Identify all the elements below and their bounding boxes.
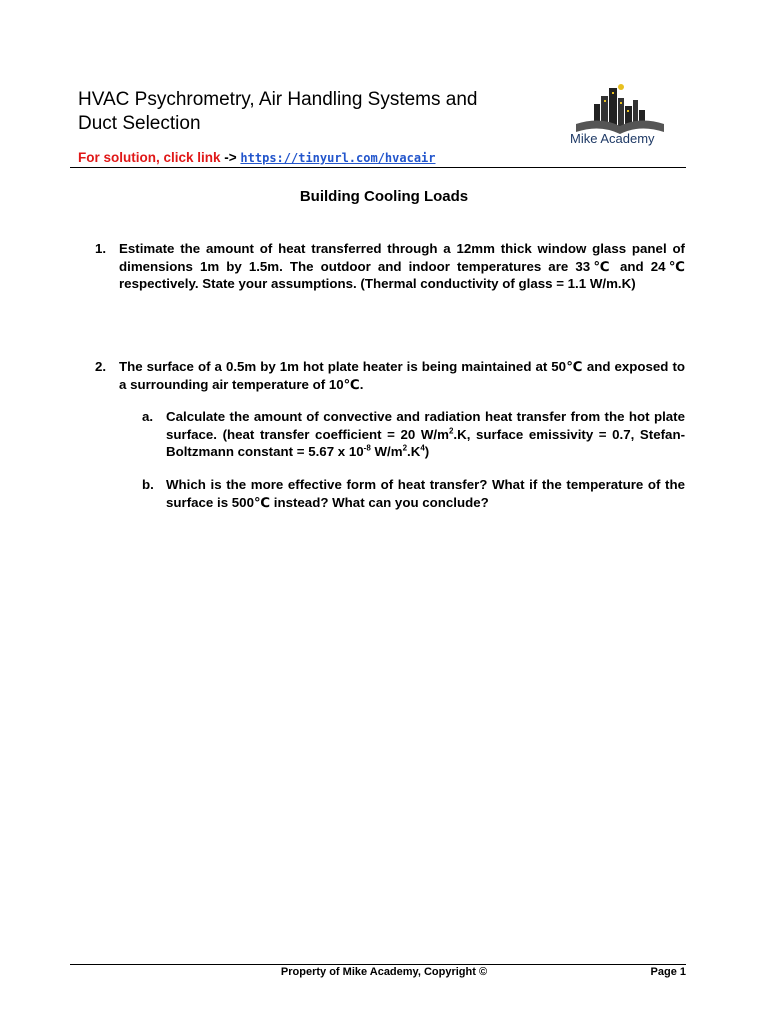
- document-title-line-2: Duct Selection: [78, 113, 201, 134]
- part-letter: a.: [142, 409, 154, 424]
- question-number: 2.: [95, 359, 107, 374]
- question-2: [95, 358, 685, 393]
- section-heading: Building Cooling Loads: [299, 188, 469, 205]
- solution-prefix: For solution, click link: [78, 150, 221, 165]
- question-2-part-a: [142, 408, 685, 461]
- question-number: 1.: [95, 241, 107, 256]
- footer-copyright: Property of Mike Academy, Copyright ©: [280, 966, 488, 978]
- footer-page-number: Page 1: [650, 966, 686, 978]
- part-letter: b.: [142, 477, 154, 492]
- part-text: Which is the more effective form of heat transfer? What if the temperature of the surface is 500℃ instead? What can you conclude?: [166, 477, 685, 510]
- solution-line: [78, 150, 436, 165]
- footer-divider: [70, 964, 686, 965]
- document-title-line-1: HVAC Psychrometry, Air Handling Systems and: [78, 89, 478, 110]
- solution-link[interactable]: https://tinyurl.com/hvacair: [240, 151, 436, 165]
- part-text: Calculate the amount of convective and radiation heat transfer from the hot plate surface. (heat transfer coefficient = 20 $W/m^2.K$, surface emissivity = 0.7, Stefan-Boltzmann constant = 5.67 x $10^{-8}$ $W/m^2.K^4$): [166, 409, 685, 460]
- question-text: Estimate the amount of heat transferred through a 12mm thick window glass panel of dimensions 1m by 1.5m. The outdoor and indoor temperatures are 33℃ and 24℃ respectively. State your assumptions. (Thermal conductivity of glass = 1.1 W/m.K): [119, 241, 685, 292]
- solution-arrow: ->: [220, 150, 241, 165]
- question-1: [95, 240, 685, 293]
- logo-text: Mike Academy: [570, 131, 655, 146]
- header-divider: [70, 167, 686, 168]
- document-title: [78, 88, 578, 136]
- question-text: The surface of a 0.5m by 1m hot plate heater is being maintained at 50℃ and exposed to a surrounding air temperature of 10℃.: [119, 359, 685, 392]
- question-2-part-b: [142, 476, 685, 511]
